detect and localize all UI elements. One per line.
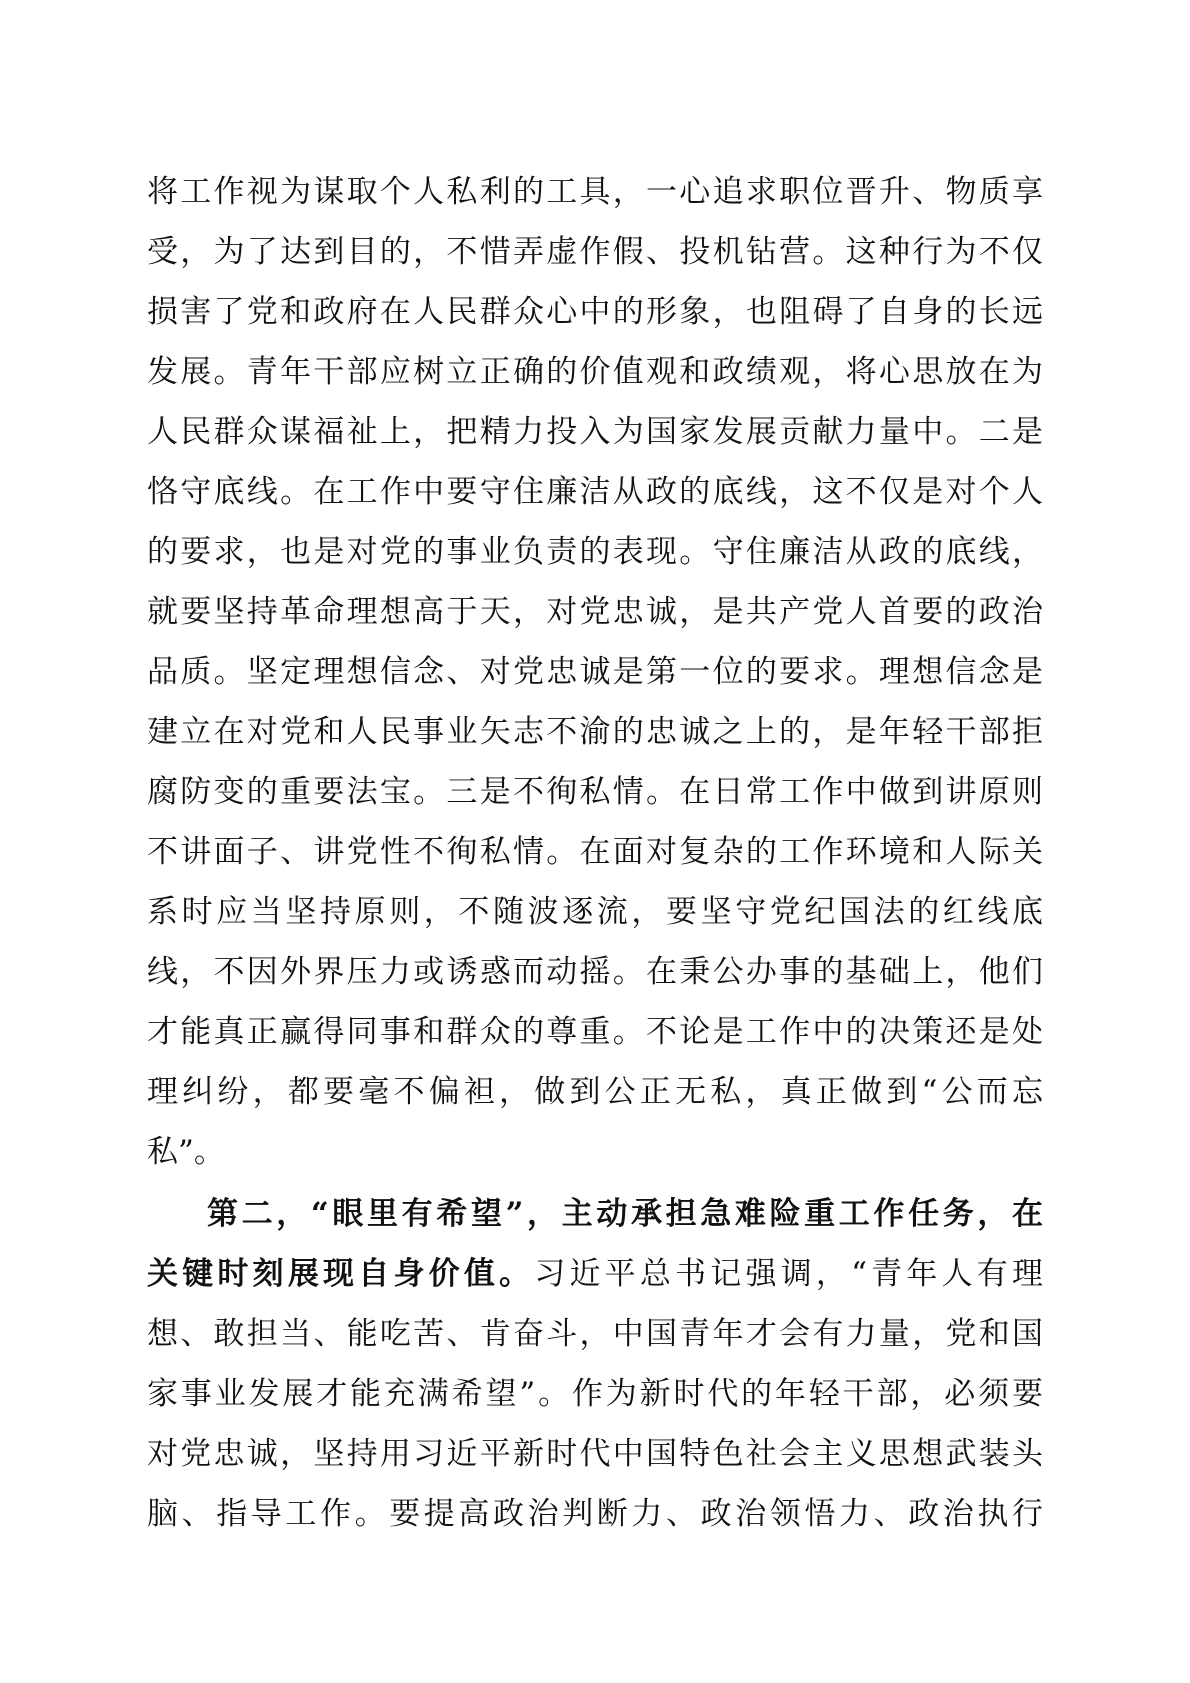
text-line: 家事业发展才能充满希望”。作为新时代的年轻干部，必须要	[147, 1376, 1043, 1412]
text-line: 将工作视为谋取个人私利的工具，一心追求职位晋升、物质享	[147, 174, 1043, 210]
text-line: 品质。坚定理想信念、对党忠诚是第一位的要求。理想信念是	[147, 654, 1043, 690]
text-line: 发展。青年干部应树立正确的价值观和政绩观，将心思放在为	[147, 354, 1043, 390]
paragraph-1	[147, 162, 1043, 1182]
text-line: 建立在对党和人民事业矢志不渝的忠诚之上的，是年轻干部拒	[147, 714, 1043, 750]
text-line	[147, 1184, 1043, 1244]
text-line: 脑、指导工作。要提高政治判断力、政治领悟力、政治执行	[147, 1496, 1043, 1532]
section-heading: 第二，“眼里有希望”，主动承担急难险重工作任务，在	[207, 1196, 1043, 1232]
text-line: 私”。	[147, 1134, 225, 1170]
body-segment: 习近平总书记强调，“青年人有理	[534, 1256, 1043, 1292]
text-line: 对党忠诚，坚持用习近平新时代中国特色社会主义思想武装头	[147, 1436, 1043, 1472]
text-line	[147, 1244, 1043, 1304]
text-line: 理纠纷，都要毫不偏袒，做到公正无私，真正做到“公而忘	[147, 1074, 1043, 1110]
text-line: 线，不因外界压力或诱惑而动摇。在秉公办事的基础上，他们	[147, 954, 1043, 990]
text-line: 才能真正赢得同事和群众的尊重。不论是工作中的决策还是处	[147, 1014, 1043, 1050]
text-line: 恪守底线。在工作中要守住廉洁从政的底线，这不仅是对个人	[147, 474, 1043, 510]
text-line: 腐防变的重要法宝。三是不徇私情。在日常工作中做到讲原则	[147, 774, 1043, 810]
text-line: 系时应当坚持原则，不随波逐流，要坚守党纪国法的红线底	[147, 894, 1043, 930]
text-line: 受，为了达到目的，不惜弄虚作假、投机钻营。这种行为不仅	[147, 234, 1043, 270]
text-line: 不讲面子、讲党性不徇私情。在面对复杂的工作环境和人际关	[147, 834, 1043, 870]
text-line: 人民群众谋福祉上，把精力投入为国家发展贡献力量中。二是	[147, 414, 1043, 450]
text-line: 想、敢担当、能吃苦、肯奋斗，中国青年才会有力量，党和国	[147, 1316, 1043, 1352]
paragraph-2	[147, 1184, 1043, 1544]
text-line: 的要求，也是对党的事业负责的表现。守住廉洁从政的底线，	[147, 534, 1043, 570]
section-heading: 关键时刻展现自身价值。	[147, 1256, 535, 1292]
text-line: 就要坚持革命理想高于天，对党忠诚，是共产党人首要的政治	[147, 594, 1043, 630]
text-line: 损害了党和政府在人民群众心中的形象，也阻碍了自身的长远	[147, 294, 1043, 330]
body-text	[147, 162, 1043, 1544]
